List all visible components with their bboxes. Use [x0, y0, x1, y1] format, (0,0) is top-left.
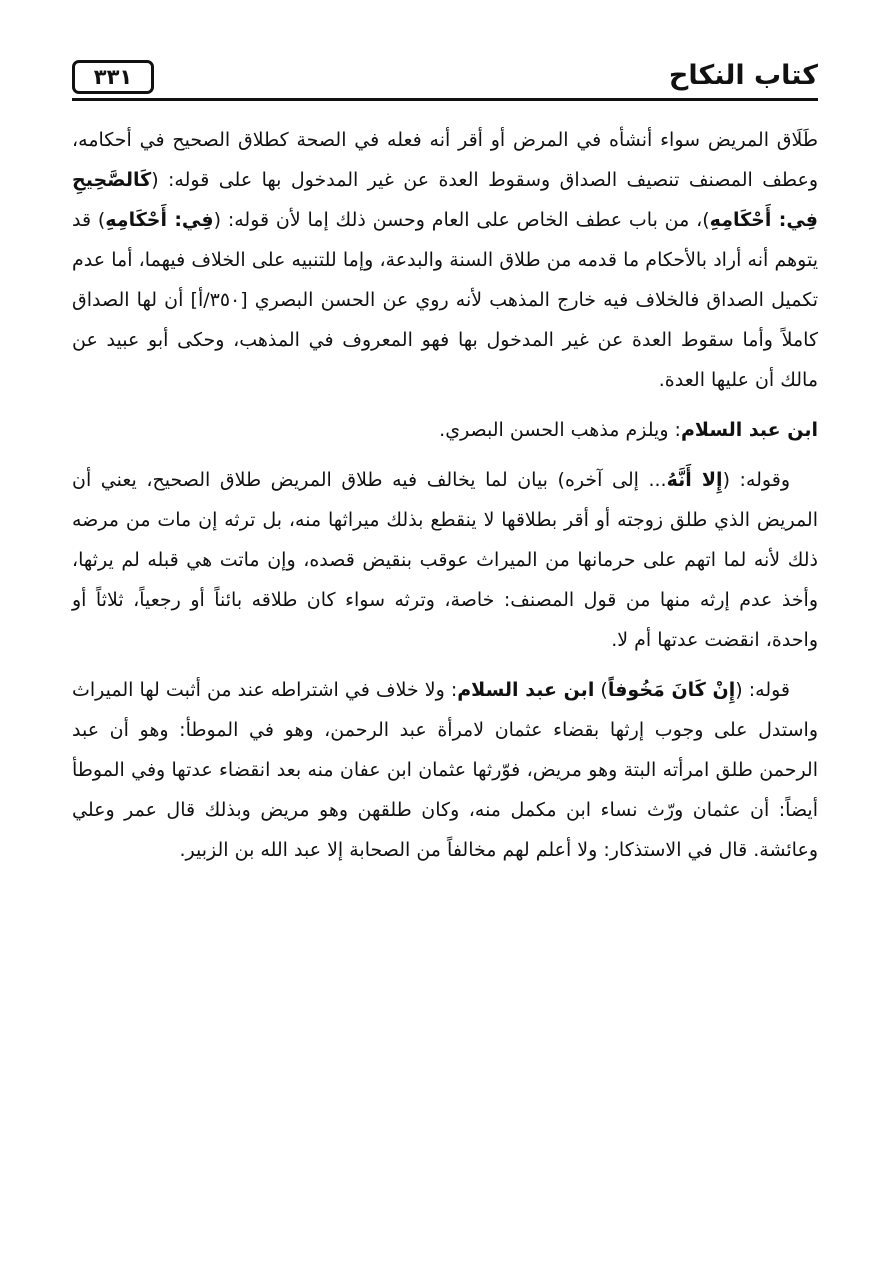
- text-run: : ولا خلاف في اشتراطه عند من أثبت لها الميراث واستدل على وجوب إرثها بقضاء عثمان لامرأة عبد الرحمن، وهو في الموطأ: وهو أن عبد الرحمن طلق امرأته البتة وهو مريض، فوّرثها عثمان ابن عفان منه بعد انقضاء عدتها وفي الموطأ أيضاً: أن عثمان ورّث نساء ابن مكمل منه، وكان طلقهن وهو مريض وبذلك قال عمر وعلي وعائشة. قال في الاستذكار: ولا أعلم لهم مخالفاً من الصحابة إلا عبد الله بن الزبير.: [72, 679, 818, 861]
- bold-term: إِلا أَنَّهُ: [666, 469, 723, 491]
- text-run: )، من باب عطف الخاص على العام وحسن ذلك إما لأن قوله: (: [213, 209, 710, 231]
- page-body: [72, 120, 818, 870]
- bold-term: كَالصَّحِيحِ فِي: أَحْكَامِهِ: [72, 169, 818, 231]
- text-run: طَلَاق المريض سواء أنشأه في المرض أو أقر أنه فعله في الصحة كطلاق الصحيح في أحكامه، وعطف المصنف تنصيف الصداق وسقوط العدة عن غير المدخول بها على قوله: (: [72, 129, 818, 191]
- page-header: [72, 58, 818, 104]
- bold-term: ابن عبد السلام: [457, 679, 595, 701]
- paragraph-4: [72, 670, 818, 870]
- paragraph-1: [72, 120, 818, 400]
- bold-term: إِنْ كَانَ مَخُوفاً: [607, 679, 736, 701]
- page-number: ٣٣١: [72, 60, 154, 94]
- paragraph-3: [72, 460, 818, 660]
- text-run: ) قد يتوهم أنه أراد بالأحكام ما قدمه من طلاق السنة والبدعة، وإما للتنبيه على الخلاف فيهما، أما عدم تكميل الصداق فالخلاف فيه خارج المذهب لأنه روي عن الحسن البصري [٣٥٠/أ] أن لها الصداق كاملاً وأما سقوط العدة عن غير المدخول بها فهو المعروف في المذهب، وحكى أبو عبيد عن مالك أن عليها العدة.: [72, 209, 818, 391]
- header-divider: [72, 98, 818, 101]
- bold-term: فِي: أَحْكَامِهِ: [105, 209, 214, 231]
- text-run: ... إلى آخره) بيان لما يخالف فيه طلاق المريض طلاق الصحيح، يعني أن المريض الذي طلق زوجته أو أقر بطلاقها لا ينقطع بذلك ميراثها منه، بل ترثه إن مات من مرضه ذلك لأنه لما اتهم على حرمانها من الميراث عوقب بنقيض قصده، وإن ماتت هي قبله لم يرثها، وأخذ عدم إرثه منها من قول المصنف: خاصة، وترثه سواء كان طلاقه بائناً أو رجعياً، ثلاثاً أو واحدة، انقضت عدتها أم لا.: [72, 469, 818, 651]
- text-run: قوله: (: [735, 679, 790, 701]
- paragraph-2: [72, 410, 818, 450]
- bold-term: ابن عبد السلام: [680, 419, 818, 441]
- text-run: وقوله: (: [722, 469, 790, 491]
- text-run: ): [594, 679, 608, 701]
- book-title: كتاب النكاح: [668, 60, 818, 91]
- document-page: [72, 58, 818, 870]
- text-run: : ويلزم مذهب الحسن البصري.: [439, 419, 681, 441]
